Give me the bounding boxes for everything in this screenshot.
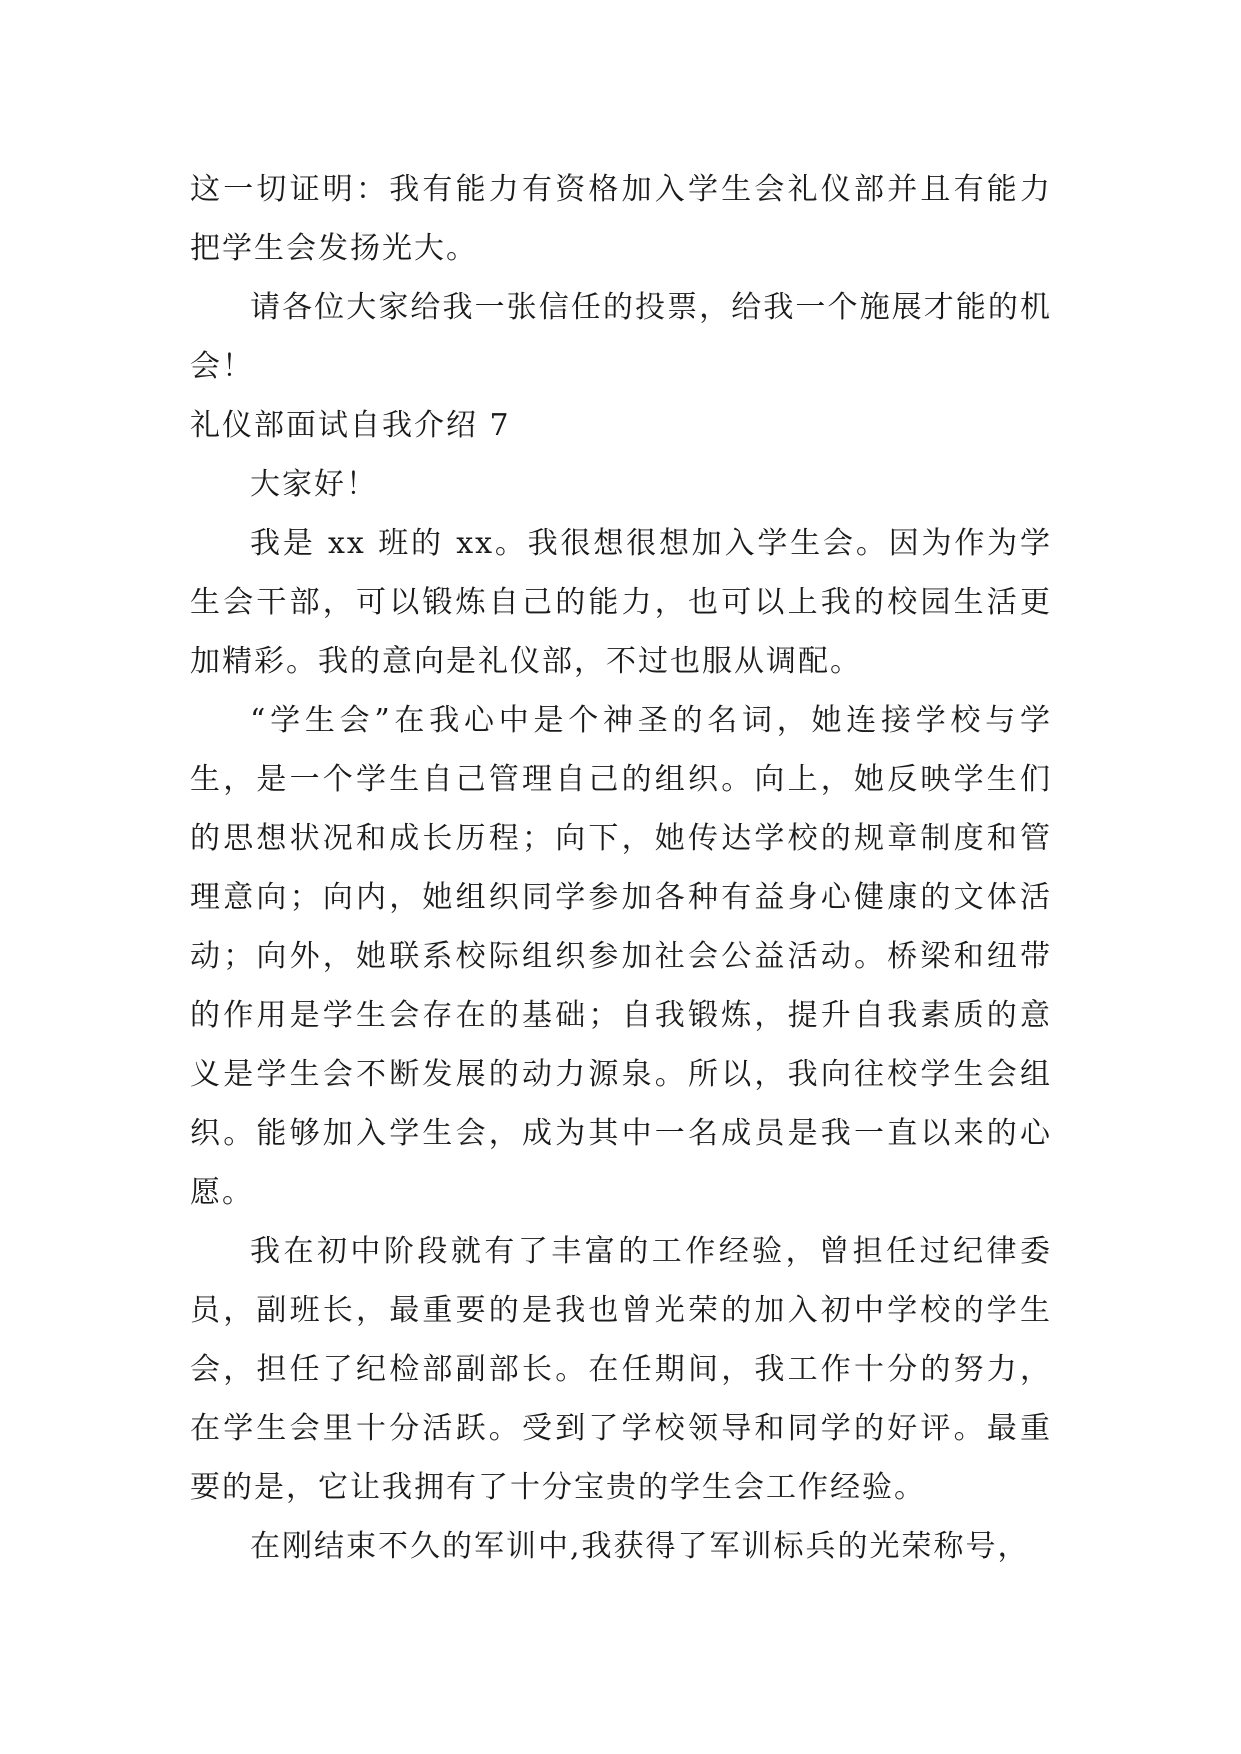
- paragraph-military-training: 在刚结束不久的军训中,我获得了军训标兵的光荣称号，: [250, 1529, 1030, 1564]
- paragraph-student-union: “学生会”在我心中是个神圣的名词，她连接学校与学生，是一个学生自己管理自己的组织。向上，她反映学生们的思想状况和成长历程；向下，她传达学校的规章制度和管理意向；向内，她组织同学参加各种有益身心健康的文体活动；向外，她联系校际组织参加社会公益活动。桥梁和纽带的作用是学生会存在的基础；自我锻炼，提升自我素质的意义是学生会不断发展的动力源泉。所以，我向往校学生会组织。能够加入学生会，成为其中一名成员是我一直以来的心愿。: [190, 703, 1052, 1210]
- section-heading: 礼仪部面试自我介绍 7: [190, 408, 511, 443]
- paragraph-introduction: 我是 xx 班的 xx。我很想很想加入学生会。因为作为学生会干部，可以锻炼自己的能力，也可以上我的校园生活更加精彩。我的意向是礼仪部，不过也服从调配。: [190, 526, 1052, 679]
- paragraph-experience: 我在初中阶段就有了丰富的工作经验，曾担任过纪律委员，副班长，最重要的是我也曾光荣的加入初中学校的学生会，担任了纪检部副部长。在任期间，我工作十分的努力，在学生会里十分活跃。受到了学校领导和同学的好评。最重要的是，它让我拥有了十分宝贵的学生会工作经验。: [190, 1234, 1052, 1505]
- paragraph-greeting: 大家好！: [250, 467, 378, 502]
- document-body: [190, 160, 1052, 1576]
- paragraph-continuation: 这一切证明：我有能力有资格加入学生会礼仪部并且有能力把学生会发扬光大。: [190, 172, 1052, 266]
- paragraph-appeal: 请各位大家给我一张信任的投票，给我一个施展才能的机会！: [190, 290, 1052, 384]
